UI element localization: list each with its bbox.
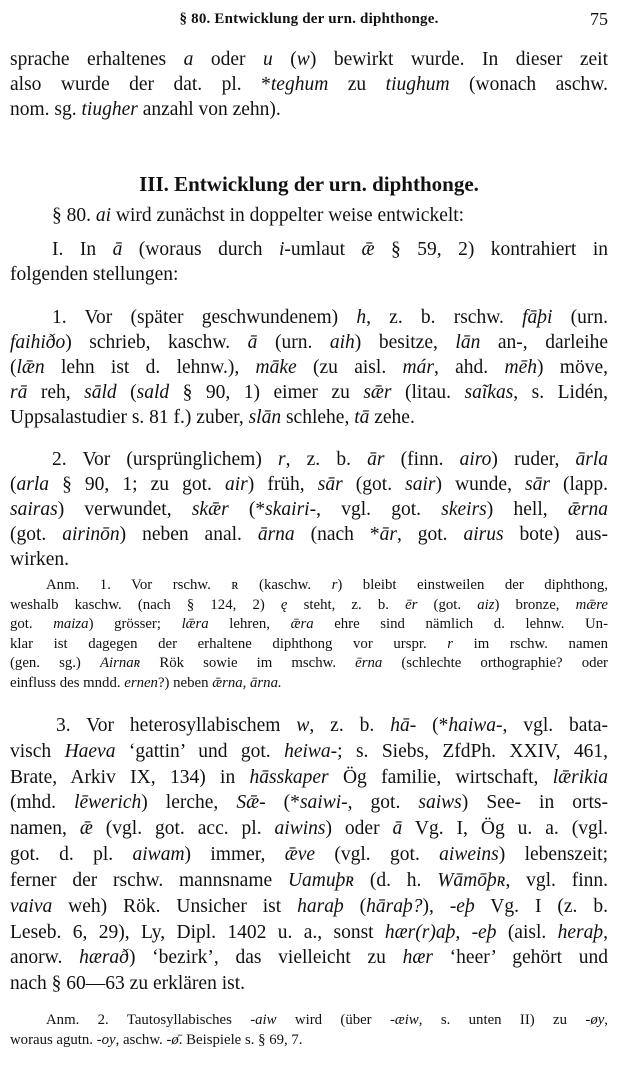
text-run: ) möve,	[536, 357, 608, 378]
italic-term: ā	[392, 818, 403, 839]
italic-term: ā	[112, 239, 123, 260]
italic-term: sār	[525, 474, 550, 495]
text-run: (	[10, 357, 17, 378]
text-run: an-, darleihe	[480, 332, 608, 353]
italic-term: w	[296, 49, 310, 70]
text-line	[10, 921, 608, 945]
text-run: (*	[228, 499, 266, 520]
text-run: zehe.	[369, 407, 415, 428]
text-line	[10, 473, 608, 497]
italic-term: ēr	[405, 597, 418, 613]
annotation-line	[10, 634, 608, 654]
italic-term: arla	[16, 474, 50, 495]
text-run: ‘gattin’ und got.	[115, 741, 285, 762]
italic-term: ār	[379, 524, 397, 545]
text-run: ,	[603, 922, 608, 943]
italic-term: sald	[136, 382, 170, 403]
italic-term: lǣra	[181, 616, 209, 632]
italic-term: lān	[455, 332, 481, 353]
text-run: , z. b. rschw.	[366, 307, 523, 328]
running-header-title: § 80. Entwicklung der urn. diphthonge.	[179, 11, 439, 27]
italic-term: hær	[402, 947, 433, 968]
text-run: lehren,	[208, 616, 291, 632]
italic-term: a	[183, 49, 194, 70]
text-run: lehn ist d. lehnw.),	[44, 357, 256, 378]
text-line	[10, 791, 608, 815]
italic-term: heiwa-	[284, 741, 338, 762]
italic-term: airo	[459, 449, 492, 470]
text-run: ) früh,	[247, 474, 318, 495]
italic-term: r	[277, 449, 286, 470]
text-run: ) ruder,	[491, 449, 576, 470]
text-line	[10, 98, 608, 122]
text-line	[10, 869, 608, 893]
italic-term: faihiðo	[10, 332, 66, 353]
text-run: ferner der rschw. mannsname	[10, 870, 288, 891]
text-run: (d. h.	[354, 870, 438, 891]
text-run: (woraus durch	[122, 239, 279, 260]
text-run: ,	[604, 1012, 608, 1028]
italic-term: ǣrna, ārna.	[212, 675, 282, 691]
text-run: (finn.	[384, 449, 460, 470]
text-line	[10, 895, 608, 919]
italic-term: r	[331, 577, 338, 593]
italic-term: ernen	[124, 675, 158, 691]
text-run: (nach *	[294, 524, 380, 545]
italic-term: -aiw	[250, 1012, 277, 1028]
text-line	[52, 204, 608, 228]
italic-term: rā	[10, 382, 28, 403]
italic-term: tā	[354, 407, 370, 428]
italic-term: hāraþ?	[366, 896, 423, 917]
text-run: , aschw.	[115, 1032, 167, 1048]
text-run: (aisl.	[496, 922, 558, 943]
annotation-line	[46, 575, 608, 595]
text-run: Leseb. 6, 29), Ly, Dipl. 1402 u. a., sonst	[10, 922, 385, 943]
text-line	[56, 714, 608, 738]
text-run: , ahd.	[433, 357, 505, 378]
italic-term: heraþ	[557, 922, 604, 943]
italic-term: hā-	[390, 715, 417, 736]
text-run: (urn.	[257, 332, 330, 353]
italic-term: Sǣ-	[236, 792, 266, 813]
text-run: also wurde der dat. pl. *	[10, 74, 271, 95]
italic-term: fāþi	[522, 307, 553, 328]
text-run: , got.	[396, 524, 464, 545]
text-run: (got.	[342, 474, 406, 495]
text-run: , z. b.	[309, 715, 391, 736]
text-run: nach § 60—63 zu erklären ist.	[10, 973, 246, 994]
italic-term: lǣn	[16, 357, 45, 378]
italic-term: ǣ	[79, 818, 93, 839]
text-run: , got.	[347, 792, 419, 813]
text-run: ) lebenszeit;	[498, 844, 608, 865]
italic-term: hærað	[79, 947, 129, 968]
text-run: , s. unten II) zu	[418, 1012, 586, 1028]
italic-term: u	[263, 49, 273, 70]
text-run: (*	[416, 715, 449, 736]
text-run: , z. b.	[285, 449, 368, 470]
text-line	[52, 238, 608, 262]
text-run: ) grösser;	[88, 616, 182, 632]
italic-term: mǣre	[575, 597, 608, 613]
text-run: (vgl. got. acc. pl.	[92, 818, 275, 839]
text-line	[10, 48, 608, 72]
italic-term: sairas	[10, 499, 58, 520]
italic-term: Uamuþʀ	[287, 870, 355, 891]
italic-term: -ø̄	[166, 1032, 179, 1048]
annotation-line	[46, 1010, 608, 1030]
text-run: ehre sind nämlich d. lehnw. Un-	[313, 616, 608, 632]
text-line	[10, 548, 608, 572]
text-run: ) bewirkt wurde. In dieser zeit	[309, 49, 608, 70]
text-run: reh,	[27, 382, 85, 403]
text-run: , vgl. bata-	[502, 715, 609, 736]
text-run: Brate, Arkiv IX, 134) in	[10, 767, 250, 788]
text-run: folgenden stellungen:	[10, 264, 179, 285]
italic-term: aiwam	[132, 844, 185, 865]
text-line	[10, 946, 608, 970]
italic-term: saiwi-	[299, 792, 348, 813]
text-line	[10, 843, 608, 867]
italic-term: ār	[367, 449, 385, 470]
italic-term: saĩkas	[464, 382, 514, 403]
italic-term: r	[447, 636, 454, 652]
italic-term: aiwins	[274, 818, 326, 839]
italic-term: lǣrikia	[552, 767, 608, 788]
text-run: 3. Vor heterosyllabischem	[56, 715, 297, 736]
italic-term: ǣra	[290, 616, 314, 632]
text-run: anorw.	[10, 947, 80, 968]
text-run: , vgl. got.	[316, 499, 442, 520]
text-line	[10, 523, 608, 547]
italic-term: Wāmōþʀ	[437, 870, 506, 891]
text-run: (got.	[417, 597, 478, 613]
text-run: (urn.	[552, 307, 608, 328]
text-run: zu	[328, 74, 386, 95]
text-run: (litau.	[391, 382, 465, 403]
text-line	[10, 356, 608, 380]
section-heading: III. Entwicklung der urn. diphthonge.	[139, 172, 479, 196]
text-run: weshalb kaschw. (nach § 124, 2)	[10, 597, 281, 613]
text-run: got.	[10, 616, 54, 632]
text-run: § 59, 2) kontrahiert in	[374, 239, 608, 260]
text-run: § 90, 1) eimer zu	[169, 382, 364, 403]
text-line	[10, 740, 608, 764]
italic-term: tiughum	[385, 74, 450, 95]
italic-term: haiwa-	[448, 715, 503, 736]
italic-term: ǣ	[361, 239, 375, 260]
italic-term: már	[402, 357, 434, 378]
text-run: Anm. 2. Tautosyllabisches	[46, 1012, 251, 1028]
italic-term: ārla	[575, 449, 609, 470]
annotation-line	[10, 595, 608, 615]
italic-term: ērna	[355, 655, 383, 671]
text-run: ?) neben	[157, 675, 213, 691]
text-run: ) bronze,	[494, 597, 576, 613]
annotation-line	[10, 614, 608, 634]
text-line	[10, 73, 608, 97]
italic-term: ai	[95, 205, 112, 226]
italic-term: Haeva	[64, 741, 116, 762]
italic-term: skeirs	[441, 499, 487, 520]
text-run: -umlaut	[284, 239, 362, 260]
text-run: steht, z. b.	[287, 597, 406, 613]
text-run: wirken.	[10, 549, 70, 570]
annotation-line	[10, 673, 608, 693]
italic-term: hær(r)aþ, -eþ	[384, 922, 497, 943]
italic-term: haraþ	[297, 896, 344, 917]
text-run: Uppsalastudier s. 81 f.) zuber,	[10, 407, 249, 428]
text-run: namen,	[10, 818, 80, 839]
text-run: ) hell,	[486, 499, 568, 520]
text-run: ‘heer’ gehört und	[432, 947, 609, 968]
italic-term: ǣve	[284, 844, 316, 865]
text-line	[52, 448, 608, 472]
text-run: ) lerche,	[141, 792, 237, 813]
text-run: (	[343, 896, 367, 917]
annotation-line	[10, 653, 608, 673]
text-run: Vg. I, Ög u. a. (vgl.	[402, 818, 608, 839]
text-run: woraus agutn.	[10, 1032, 97, 1048]
text-run: klar ist dagegen der erhaltene diphthong vor urspr.	[10, 636, 448, 652]
italic-term: w	[296, 715, 310, 736]
text-run: ) ‘bezirk’, das vielleicht zu	[128, 947, 403, 968]
text-run: ) verwundet,	[57, 499, 192, 520]
italic-term: sār	[317, 474, 343, 495]
annotation-line	[10, 1030, 608, 1050]
italic-term: i	[278, 239, 285, 260]
text-run: (vgl. got.	[315, 844, 440, 865]
italic-term: sǣr	[363, 382, 392, 403]
italic-term: skǣr	[191, 499, 229, 520]
text-run: (gen. sg.)	[10, 655, 100, 671]
italic-term: saiws	[418, 792, 462, 813]
text-line	[10, 331, 608, 355]
italic-term: airus	[463, 524, 504, 545]
text-run: ) oder	[325, 818, 393, 839]
text-run: schlehe,	[281, 407, 355, 428]
italic-term: -oy	[96, 1032, 116, 1048]
text-run: I. In	[52, 239, 113, 260]
text-run: einfluss des mndd.	[10, 675, 125, 691]
text-run: ) bleibt einstweilen der diphthong,	[337, 577, 608, 593]
text-run: nom. sg.	[10, 99, 82, 120]
text-run: , s. Lidén,	[513, 382, 608, 403]
text-run: 1. Vor (später geschwundenem)	[52, 307, 357, 328]
text-line	[10, 406, 608, 430]
italic-term: -øy	[585, 1012, 605, 1028]
italic-term: h	[356, 307, 367, 328]
italic-term: vaiva	[10, 896, 53, 917]
text-run: got. d. pl.	[10, 844, 133, 865]
text-run: visch	[10, 741, 65, 762]
running-header	[10, 8, 608, 30]
text-run: ) besitze,	[354, 332, 456, 353]
italic-term: lēwerich	[74, 792, 142, 813]
italic-term: hāsskaper	[249, 767, 329, 788]
italic-term: skairi-	[265, 499, 317, 520]
italic-term: -æiw	[389, 1012, 419, 1028]
text-run: (*	[265, 792, 300, 813]
text-run: Vg. I (z. b.	[474, 896, 608, 917]
text-run: (wonach aschw.	[449, 74, 608, 95]
text-run: sprache erhaltenes	[10, 49, 184, 70]
italic-term: -eþ	[449, 896, 475, 917]
text-run: weh) Rök. Unsicher ist	[52, 896, 298, 917]
text-run: im rschw. namen	[453, 636, 608, 652]
text-run: anzahl von zehn).	[137, 99, 281, 120]
text-line	[52, 306, 608, 330]
text-line	[10, 817, 608, 841]
italic-term: ǣrna	[567, 499, 608, 520]
text-run: Anm. 1. Vor rschw. ʀ (kaschw.	[46, 577, 332, 593]
text-run: oder	[193, 49, 264, 70]
page-number: 75	[590, 9, 608, 29]
text-run: ) wunde,	[435, 474, 526, 495]
italic-term: mēh	[504, 357, 537, 378]
text-run: ) immer,	[184, 844, 285, 865]
text-run: Rök sowie im mschw.	[140, 655, 356, 671]
italic-term: aiz	[477, 597, 495, 613]
italic-term: ārna	[257, 524, 295, 545]
text-run: (mhd.	[10, 792, 75, 813]
text-run: ),	[422, 896, 450, 917]
italic-term: tiugher	[81, 99, 138, 120]
text-run: ) See- in orts-	[461, 792, 609, 813]
italic-term: sāld	[84, 382, 117, 403]
italic-term: ę	[280, 597, 288, 613]
italic-term: air	[224, 474, 248, 495]
text-run: (	[116, 382, 137, 403]
text-line	[10, 381, 608, 405]
text-run: (	[10, 474, 17, 495]
text-run: (lapp.	[549, 474, 608, 495]
text-run: § 90, 1; zu got.	[49, 474, 225, 495]
text-run: ) neben anal.	[119, 524, 258, 545]
text-run: ; s. Siebs, ZfdPh. XXIV, 461,	[337, 741, 608, 762]
text-line	[10, 972, 608, 996]
italic-term: slān	[248, 407, 282, 428]
text-line	[10, 263, 608, 287]
text-run: (zu aisl.	[296, 357, 403, 378]
italic-term: māke	[255, 357, 297, 378]
text-run: (got.	[10, 524, 63, 545]
text-run: , vgl. finn.	[505, 870, 608, 891]
italic-term: airinōn	[62, 524, 120, 545]
italic-term: maiza	[53, 616, 89, 632]
text-line	[10, 766, 608, 790]
italic-term: teghum	[270, 74, 329, 95]
italic-term: aih	[329, 332, 355, 353]
italic-term: aiweins	[439, 844, 499, 865]
text-run: Ög familie, wirtschaft,	[328, 767, 553, 788]
italic-term: sair	[405, 474, 436, 495]
text-line	[10, 498, 608, 522]
text-run: wird (über	[276, 1012, 390, 1028]
italic-term: ā	[247, 332, 258, 353]
italic-term: Airnaʀ	[99, 655, 141, 671]
text-run: (schlechte orthographie? oder	[382, 655, 608, 671]
text-run: 2. Vor (ursprünglichem)	[52, 449, 278, 470]
text-run: (	[272, 49, 297, 70]
text-run: § 80.	[52, 205, 96, 226]
text-run: bote) aus-	[503, 524, 608, 545]
text-run: wird zunächst in doppelter weise entwickelt:	[111, 205, 465, 226]
text-run: ) schrieb, kaschw.	[65, 332, 248, 353]
text-run: . Beispiele s. § 69, 7.	[178, 1032, 303, 1048]
